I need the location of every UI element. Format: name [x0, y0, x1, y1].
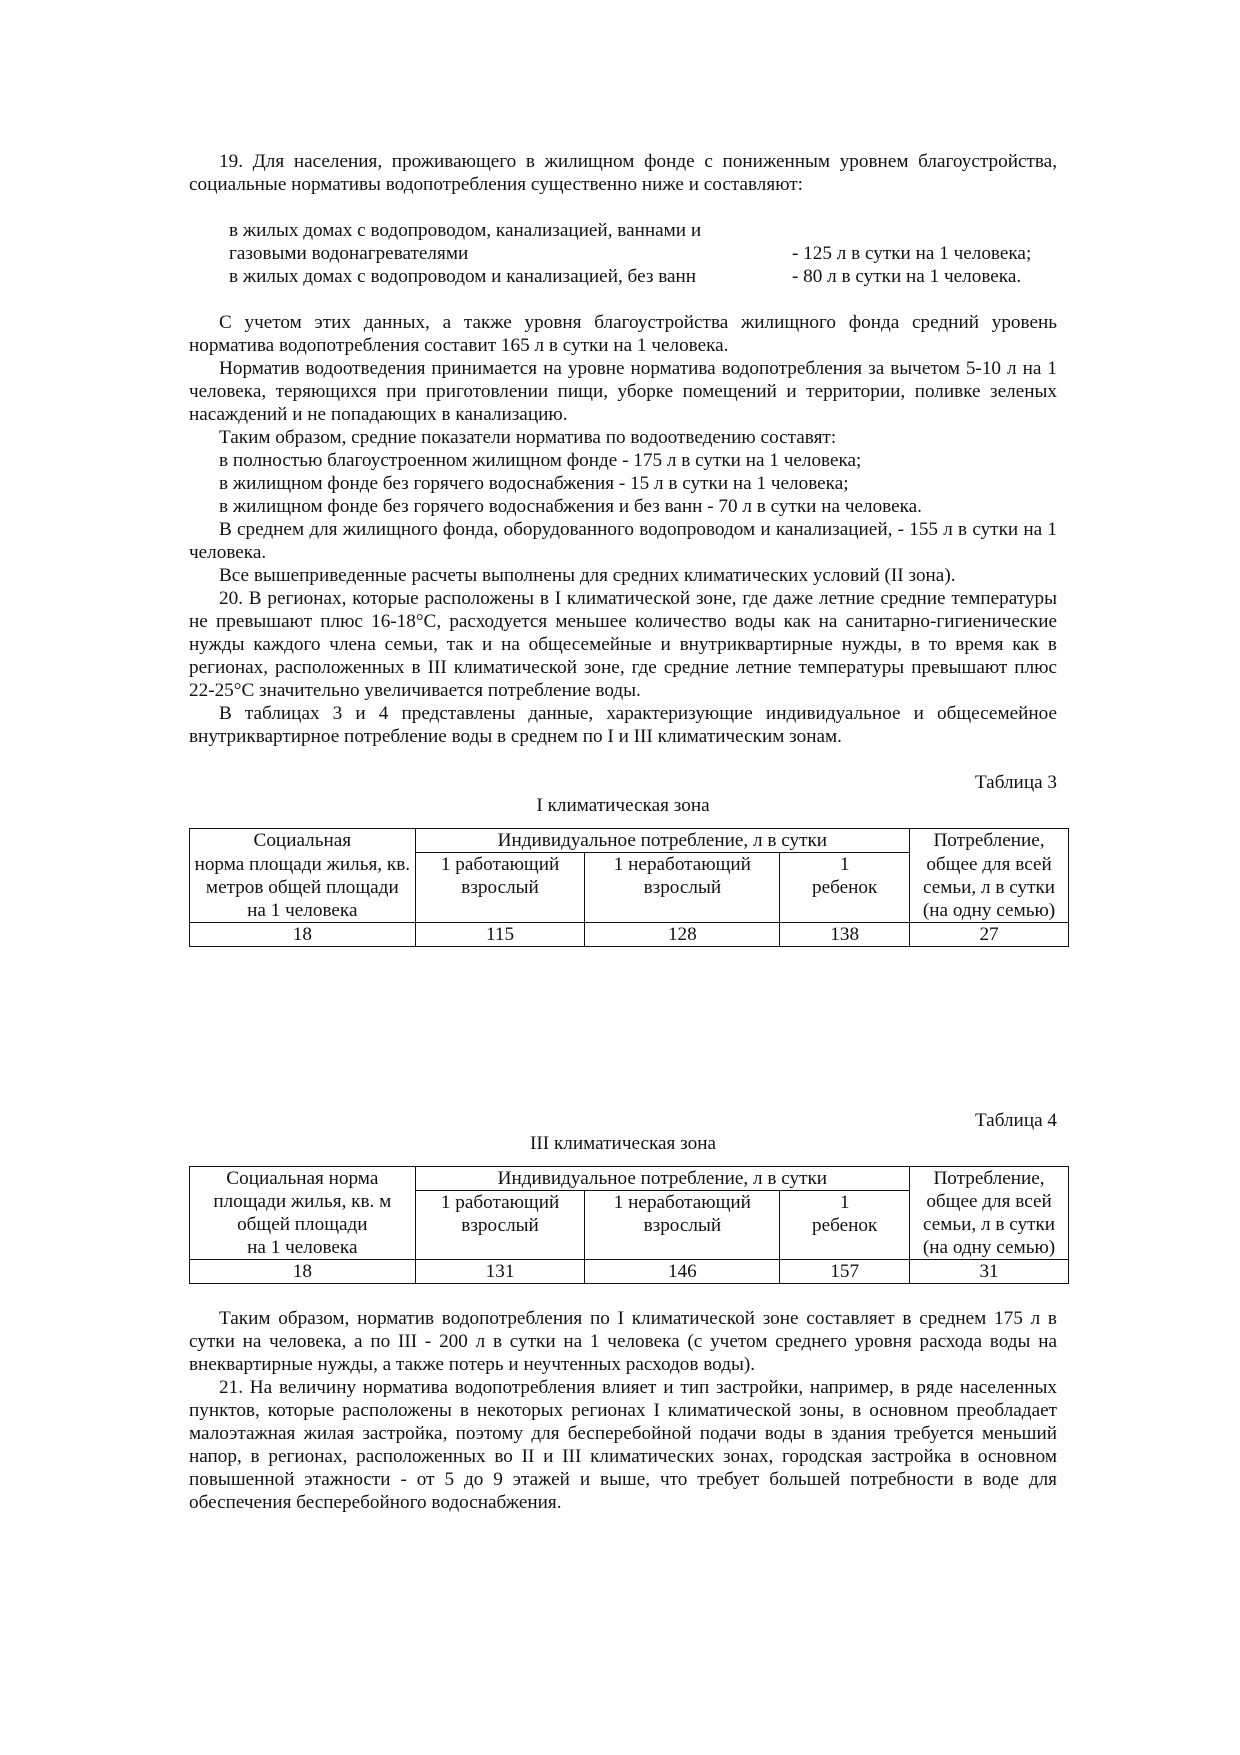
- norms-list-row2-left: в жилых домах с водопроводом и канализацией, без ванн: [229, 266, 697, 287]
- paragraph: Норматив водоотведения принимается на уровне норматива водопотребления за вычетом 5-10 л на 1 человека, теряющихся при приготовлении пищи, уборке помещений и территории, поливке зеленых насаждений и не попадающих в канализацию.: [189, 358, 1057, 425]
- table4-header-norm: Социальная норма: [190, 1166, 416, 1190]
- paragraph: в полностью благоустроенном жилищном фонде - 175 л в сутки на 1 человека;: [219, 450, 862, 471]
- table4-header-worker: 1 работающий взрослый: [415, 1190, 585, 1260]
- table4-label: Таблица 4: [974, 1109, 1057, 1131]
- table3-cell: 115: [415, 922, 585, 946]
- table4-title: III климатическая зона: [530, 1132, 716, 1154]
- norms-list-row2: [229, 265, 1057, 288]
- paragraph: В таблицах 3 и 4 представлены данные, характеризующие индивидуальное и общесемейное внутриквартирное потребление воды в среднем по I и III климатическим зонам.: [189, 703, 1057, 747]
- table3-cell: 128: [585, 922, 780, 946]
- table4-cell: 146: [585, 1260, 780, 1284]
- table4-header-family: Потребление,: [910, 1166, 1069, 1190]
- table4-cell: 131: [415, 1260, 585, 1284]
- norms-list-row1-right: - 125 л в сутки на 1 человека;: [792, 243, 1032, 264]
- table3: [189, 828, 1069, 947]
- paragraph: в жилищном фонде без горячего водоснабжения - 15 л в сутки на 1 человека;: [219, 473, 849, 494]
- paragraph-21: 21. На величину норматива водопотребления влияет и тип застройки, например, в ряде населенных пунктов, которые расположены в некоторых регионах I климатической зоны, в основном преобладает малоэтажная жилая застройка, поэтому для бесперебойной подачи воды в здания требуется меньший напор, в регионах, расположенных во II и III климатических зонах, городская застройка в основном повышенной этажности - от 5 до 9 этажей и выше, что требует большей потребности в воде для обеспечения бесперебойного водоснабжения.: [189, 1377, 1057, 1513]
- document-page: [189, 150, 1057, 1514]
- table3-cell: 27: [910, 922, 1069, 946]
- table4-header-child: 1 ребенок: [780, 1190, 910, 1260]
- norms-list-row1-line1: в жилых домах с водопроводом, канализацией, ваннами и: [229, 220, 702, 241]
- table4: [189, 1166, 1069, 1285]
- paragraph: В среднем для жилищного фонда, оборудованного водопроводом и канализацией, - 155 л в сутки на 1 человека.: [189, 519, 1057, 563]
- table3-cell: 18: [190, 922, 416, 946]
- table3-cell: 138: [780, 922, 910, 946]
- table4-header-norm-cont: площади жилья, кв. м общей площади на 1 человека: [190, 1190, 416, 1260]
- table4-cell: 157: [780, 1260, 910, 1284]
- table3-header-family: Потребление,: [910, 829, 1069, 853]
- paragraph: Таким образом, средние показатели норматива по водоотведению составят:: [219, 427, 837, 448]
- norms-list-row1-left: газовыми водонагревателями: [229, 243, 469, 264]
- table3-label: Таблица 3: [974, 772, 1057, 793]
- paragraph: Все вышеприведенные расчеты выполнены для средних климатических условий (II зона).: [219, 565, 956, 586]
- norms-list: [229, 219, 1057, 288]
- table-row: [190, 922, 1069, 946]
- norms-list-row1: [229, 242, 1057, 265]
- paragraph: в жилищном фонде без горячего водоснабжения и без ванн - 70 л в сутки на человека.: [219, 496, 922, 517]
- table3-title: I климатическая зона: [536, 795, 710, 816]
- table3-header-family-cont: общее для всей семьи, л в сутки (на одну семью): [910, 853, 1069, 923]
- closing-paragraph: Таким образом, норматив водопотребления по I климатической зоне составляет в среднем 175 л в сутки на человека, а по III - 200 л в сутки на 1 человека (с учетом среднего уровня расхода воды на внеквартирные нужды, а также потерь и неучтенных расходов воды).: [189, 1308, 1057, 1375]
- table3-header-norm: Социальная: [190, 829, 416, 853]
- norms-list-row2-right: - 80 л в сутки на 1 человека.: [792, 266, 1022, 287]
- table4-cell: 18: [190, 1260, 416, 1284]
- table4-header-family-cont: общее для всей семьи, л в сутки (на одну семью): [910, 1190, 1069, 1260]
- table3-header-nonworker: 1 неработающий взрослый: [585, 853, 780, 923]
- table3-header-worker: 1 работающий взрослый: [415, 853, 585, 923]
- table3-header-individual: Индивидуальное потребление, л в сутки: [415, 829, 909, 853]
- table3-header-norm-cont: норма площади жилья, кв. метров общей площади на 1 человека: [190, 853, 416, 923]
- paragraph-19: 19. Для населения, проживающего в жилищном фонде с пониженным уровнем благоустройства, социальные нормативы водопотребления существенно ниже и составляют:: [189, 151, 1057, 195]
- paragraph: С учетом этих данных, а также уровня благоустройства жилищного фонда средний уровень норматива водопотребления составит 165 л в сутки на 1 человека.: [189, 312, 1057, 356]
- table4-cell: 31: [910, 1260, 1069, 1284]
- paragraph-20: 20. В регионах, которые расположены в I климатической зоне, где даже летние средние температуры не превышают плюс 16-18°С, расходуется меньшее количество воды как на санитарно-гигиенические нужды каждого члена семьи, так и на общесемейные и внутриквартирные нужды, в то время как в регионах, расположенных в III климатической зоне, где средние летние температуры превышают плюс 22-25°С значительно увеличивается потребление воды.: [189, 588, 1057, 701]
- table3-header-child: 1 ребенок: [780, 853, 910, 923]
- table4-header-individual: Индивидуальное потребление, л в сутки: [415, 1166, 909, 1190]
- table4-header-nonworker: 1 неработающий взрослый: [585, 1190, 780, 1260]
- table-row: [190, 1260, 1069, 1284]
